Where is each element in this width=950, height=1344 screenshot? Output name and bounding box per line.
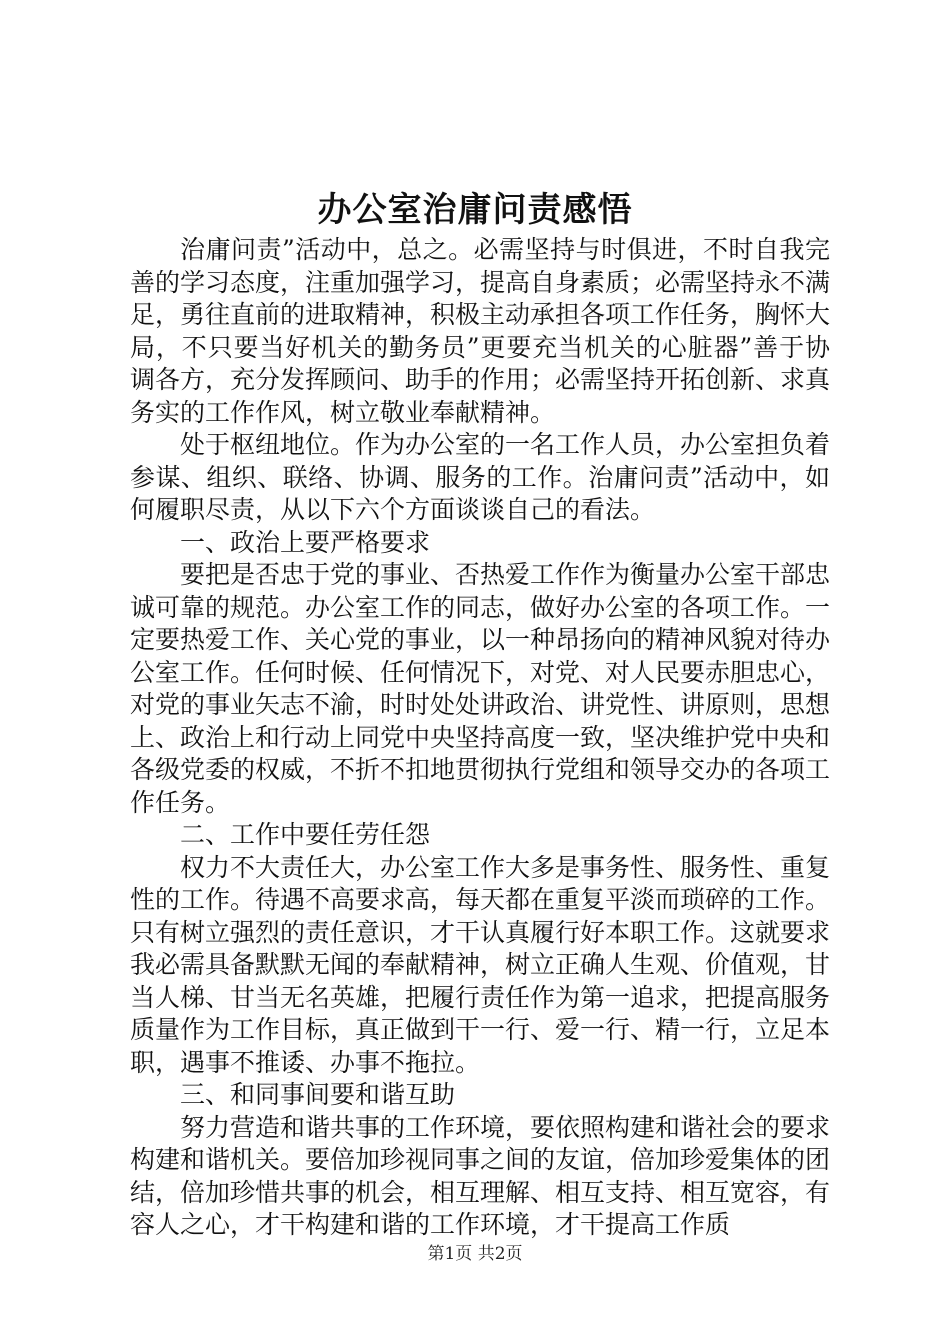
paragraph: 要把是否忠于党的事业、否热爱工作作为衡量办公室干部忠诚可靠的规范。办公室工作的同志，做好办公室的各项工作。一定要热爱工作、关心党的事业，以一种昂扬向的精神风貌对待办公室工作。任何时候、任何情况下，对党、对人民要赤胆忠心，对党的事业矢志不渝，时时处处讲政治、讲党性、讲原则，思想上、政治上和行动上同党中央坚持高度一致，坚决维护党中央和各级党委的权威，不折不扣地贯彻执行党组和领导交办的各项工作任务。 — [130, 560, 831, 817]
paragraph: 努力营造和谐共事的工作环境，要依照构建和谐社会的要求构建和谐机关。要倍加珍视同事之间的友谊，倍加珍爱集体的团结，倍加珍惜共事的机会，相互理解、相互支持、相互宽容，有容人之心，才干构建和谐的工作环境，才干提高工作质 — [130, 1112, 831, 1239]
section-heading: 三、和同事间要和谐互助 — [180, 1080, 456, 1109]
page-number-footer: 第1页 共2页 — [427, 1244, 523, 1264]
section-heading: 二、工作中要任劳任怨 — [180, 820, 431, 849]
paragraph: 权力不大责任大，办公室工作大多是事务性、服务性、重复性的工作。待遇不高要求高，每天都在重复平淡而琐碎的工作。只有树立强烈的责任意识，才干认真履行好本职工作。这就要求我必需具备默默无闻的奉献精神，树立正确人生观、价值观，甘当人梯、甘当无名英雄，把履行责任作为第一追求，把提高服务质量作为工作目标，真正做到干一行、爱一行、精一行，立足本职，遇事不推诿、办事不拖拉。 — [130, 852, 831, 1077]
document-title: 办公室治庸问责感悟 — [317, 190, 633, 230]
paragraph: 治庸问责”活动中，总之。必需坚持与时俱进，不时自我完善的学习态度，注重加强学习，提高自身素质；必需坚持永不满足，勇往直前的进取精神，积极主动承担各项工作任务，胸怀大局，不只要当好机关的勤务员”更要充当机关的心脏器”善于协调各方，充分发挥顾问、助手的作用；必需坚持开拓创新、求真务实的工作作风，树立敬业奉献精神。 — [130, 235, 831, 427]
document-body — [130, 234, 830, 1242]
section-heading: 一、政治上要严格要求 — [180, 527, 431, 557]
paragraph: 处于枢纽地位。作为办公室的一名工作人员，办公室担负着参谋、组织、联络、协调、服务的工作。治庸问责”活动中，如何履职尽责，从以下六个方面谈谈自己的看法。 — [130, 430, 831, 524]
